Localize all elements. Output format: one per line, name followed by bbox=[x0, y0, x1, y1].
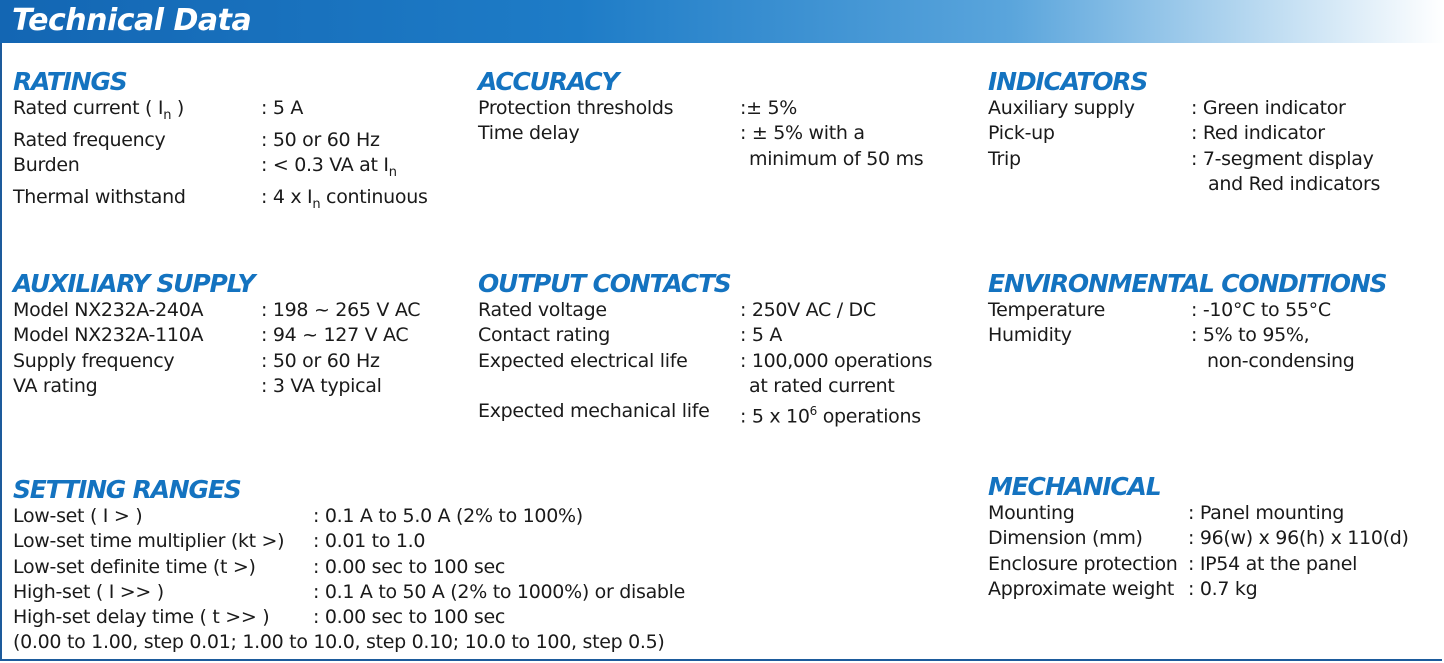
indicators-row bbox=[988, 121, 1380, 146]
contact-rating-label: Contact rating bbox=[478, 324, 611, 347]
setting-ranges-heading: SETTING RANGES bbox=[13, 475, 241, 504]
ratings-row bbox=[13, 185, 428, 217]
temperature-value: : -10°C to 55°C bbox=[1191, 299, 1331, 321]
output-contacts-heading: OUTPUT CONTACTS bbox=[478, 269, 731, 298]
environmental-row bbox=[988, 298, 1386, 323]
thermal-withstand-label: Thermal withstand bbox=[13, 186, 186, 209]
pick-up-value: : Red indicator bbox=[1191, 122, 1325, 145]
accuracy-row bbox=[478, 121, 923, 146]
model-240a-label: Model NX232A-240A bbox=[13, 299, 204, 321]
enclosure-protection-value: : IP54 at the panel bbox=[1188, 552, 1358, 575]
mechanical-life-label: Expected mechanical life bbox=[478, 400, 710, 423]
setting-ranges-row bbox=[13, 529, 685, 554]
low-set-time-multiplier-value: : 0.01 to 1.0 bbox=[313, 530, 426, 553]
setting-ranges-section bbox=[13, 476, 685, 656]
high-set-label: High-set ( I >> ) bbox=[13, 580, 164, 603]
protection-thresholds-label: Protection thresholds bbox=[478, 97, 674, 119]
ratings-row bbox=[13, 96, 428, 128]
high-set-value: : 0.1 A to 50 A (2% to 1000%) or disable bbox=[313, 580, 686, 603]
electrical-life-label: Expected electrical life bbox=[478, 349, 688, 372]
model-240a-value: : 198 ~ 265 V AC bbox=[261, 299, 421, 321]
dimension-value: : 96(w) x 96(h) x 110(d) bbox=[1188, 527, 1409, 550]
rated-voltage-label: Rated voltage bbox=[478, 299, 607, 321]
output-contacts-row bbox=[478, 349, 932, 374]
time-delay-label: Time delay bbox=[478, 122, 580, 145]
enclosure-protection-label: Enclosure protection bbox=[988, 552, 1178, 575]
low-set-value: : 0.1 A to 5.0 A (2% to 100%) bbox=[313, 505, 583, 527]
mechanical-row bbox=[988, 501, 1409, 526]
environmental-heading: ENVIRONMENTAL CONDITIONS bbox=[988, 269, 1387, 298]
mechanical-section bbox=[988, 473, 1409, 602]
thermal-withstand-value: : 4 x $I_n$ continuous bbox=[261, 186, 428, 213]
va-rating-value: : 3 VA typical bbox=[261, 374, 382, 397]
va-rating-label: VA rating bbox=[13, 374, 98, 397]
model-110a-label: Model NX232A-110A bbox=[13, 324, 204, 347]
dimension-label: Dimension (mm) bbox=[988, 527, 1143, 550]
indicators-heading: INDICATORS bbox=[988, 67, 1148, 96]
setting-ranges-row bbox=[13, 605, 685, 630]
ratings-heading: RATINGS bbox=[13, 67, 127, 96]
low-set-definite-time-value: : 0.00 sec to 100 sec bbox=[313, 555, 506, 578]
setting-ranges-step-note: (0.00 to 1.00, step 0.01; 1.00 to 10.0, step 0.10; 10.0 to 100, step 0.5) bbox=[13, 631, 665, 654]
approximate-weight-value: : 0.7 kg bbox=[1188, 577, 1258, 600]
mechanical-life-value: : 5 x $10^6$ operations bbox=[740, 404, 921, 428]
burden-label: Burden bbox=[13, 154, 80, 177]
mounting-value: : Panel mounting bbox=[1188, 502, 1344, 524]
supply-frequency-value: : 50 or 60 Hz bbox=[261, 349, 380, 372]
trip-value: : 7-segment display bbox=[1191, 147, 1374, 170]
indicators-row bbox=[988, 147, 1380, 172]
header-banner bbox=[0, 0, 1444, 43]
low-set-time-multiplier-label: Low-set time multiplier (kt >) bbox=[13, 530, 285, 553]
accuracy-heading: ACCURACY bbox=[478, 67, 619, 96]
rated-current-label: Rated current ( $I_n$ ) bbox=[13, 97, 185, 123]
protection-thresholds-value: :± 5% bbox=[740, 97, 798, 119]
ratings-section bbox=[13, 68, 428, 218]
temperature-label: Temperature bbox=[988, 299, 1106, 321]
high-set-delay-time-label: High-set delay time ( t >> ) bbox=[13, 606, 270, 629]
auxiliary-supply-section bbox=[13, 270, 420, 399]
output-contacts-row bbox=[478, 399, 932, 430]
auxiliary-supply-row bbox=[13, 323, 420, 348]
auxiliary-supply-indicator-value: : Green indicator bbox=[1191, 97, 1346, 119]
contact-rating-value: : 5 A bbox=[740, 324, 783, 347]
output-contacts-row bbox=[478, 323, 932, 348]
rated-current-value: : 5 A bbox=[261, 97, 304, 119]
accuracy-row bbox=[478, 96, 923, 121]
rated-frequency-value: : 50 or 60 Hz bbox=[261, 129, 380, 152]
model-110a-value: : 94 ~ 127 V AC bbox=[261, 324, 409, 347]
high-set-delay-time-value: : 0.00 sec to 100 sec bbox=[313, 606, 506, 629]
mounting-label: Mounting bbox=[988, 502, 1075, 524]
setting-ranges-row bbox=[13, 580, 685, 605]
trip-label: Trip bbox=[988, 147, 1021, 170]
humidity-label: Humidity bbox=[988, 324, 1072, 347]
setting-ranges-row bbox=[13, 555, 685, 580]
time-delay-value: : ± 5% with a bbox=[740, 122, 865, 145]
indicators-section bbox=[988, 68, 1380, 197]
auxiliary-supply-heading: AUXILIARY SUPPLY bbox=[13, 269, 255, 298]
burden-value: : < 0.3 VA at $I_n$ bbox=[261, 154, 397, 181]
auxiliary-supply-row bbox=[13, 374, 420, 399]
rated-frequency-label: Rated frequency bbox=[13, 129, 166, 152]
mechanical-row bbox=[988, 577, 1409, 602]
setting-ranges-row bbox=[13, 504, 685, 529]
approximate-weight-label: Approximate weight bbox=[988, 577, 1175, 600]
electrical-life-value: : 100,000 operations bbox=[740, 349, 933, 372]
page-title: Technical Data bbox=[12, 3, 252, 38]
auxiliary-supply-row bbox=[13, 349, 420, 374]
ratings-row bbox=[13, 128, 428, 153]
pick-up-label: Pick-up bbox=[988, 122, 1055, 145]
low-set-definite-time-label: Low-set definite time (t >) bbox=[13, 555, 256, 578]
auxiliary-supply-indicator-label: Auxiliary supply bbox=[988, 97, 1135, 119]
trip-continuation: and Red indicators bbox=[1208, 172, 1381, 195]
humidity-value: : 5% to 95%, bbox=[1191, 324, 1310, 347]
environmental-row bbox=[988, 323, 1386, 348]
humidity-continuation: non-condensing bbox=[1207, 349, 1355, 372]
time-delay-continuation: minimum of 50 ms bbox=[749, 147, 924, 170]
output-contacts-section bbox=[478, 270, 932, 430]
accuracy-section bbox=[478, 68, 923, 172]
supply-frequency-label: Supply frequency bbox=[13, 349, 175, 372]
indicators-row bbox=[988, 96, 1380, 121]
ratings-row bbox=[13, 153, 428, 185]
electrical-life-continuation: at rated current bbox=[749, 374, 895, 397]
output-contacts-row bbox=[478, 298, 932, 323]
environmental-section bbox=[988, 270, 1386, 374]
mechanical-row bbox=[988, 526, 1409, 551]
low-set-label: Low-set ( I > ) bbox=[13, 505, 143, 527]
rated-voltage-value: : 250V AC / DC bbox=[740, 299, 876, 321]
mechanical-heading: MECHANICAL bbox=[988, 472, 1161, 501]
auxiliary-supply-row bbox=[13, 298, 420, 323]
mechanical-row bbox=[988, 552, 1409, 577]
